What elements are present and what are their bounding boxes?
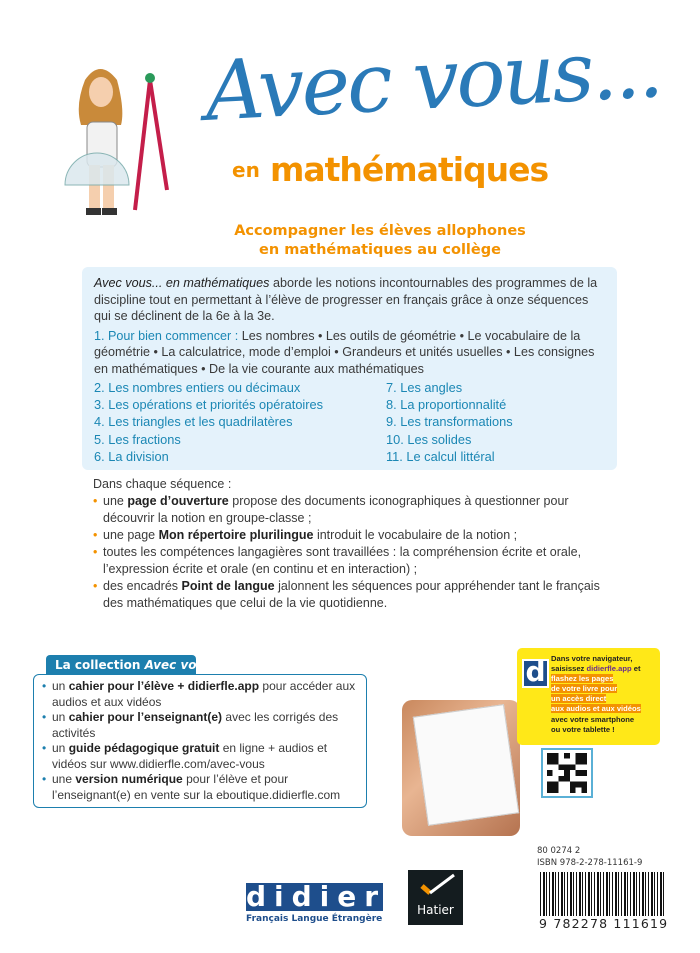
sequence-item: 3. Les opérations et priorités opératoires [94, 396, 324, 412]
subtitle-en: en [232, 158, 260, 182]
highlight-text: un accès direct [551, 694, 607, 704]
subtitle-subject: mathématiques [270, 150, 549, 189]
bold-text: cahier pour l’enseignant(e) [68, 710, 223, 724]
text: jalonnent les séquences pour appréhender tant le français des mathématiques que celui de la vie quotidienne. [103, 579, 600, 610]
checkmark-icon [408, 870, 463, 900]
app-url: didierfle.app [586, 664, 632, 674]
tagline [150, 222, 610, 260]
text: pour l’élève et pour l’enseignant(e) en vente sur la eboutique.didierfle.com [52, 772, 341, 802]
text: saisissez [551, 664, 587, 674]
promo-text: avec votre smartphone [551, 714, 635, 724]
intro-text: aborde les notions incontournables des programmes de la discipline tout en permettant à l’élève de progresser en français grâce à onze séquences qui se déclinent de la 6e à la 3e. [94, 276, 598, 324]
tagline-line: en mathématiques au collège [259, 242, 501, 258]
highlight-text: de votre livre pour [551, 684, 618, 694]
isbn: ISBN 978-2-278-11161-9 [537, 858, 643, 868]
product-code: 80 0274 2 [537, 846, 581, 856]
text: introduit le vocabulaire de la notion ; [313, 528, 518, 542]
collection-item [42, 741, 360, 772]
sequence-item: 10. Les solides [386, 431, 472, 447]
didier-wordmark: didier [246, 880, 387, 913]
highlight-text: flashez les pages [551, 674, 614, 684]
hatier-wordmark: Hatier [417, 903, 454, 917]
collection-item [42, 710, 360, 741]
text: pour accéder aux audios et aux vidéos [52, 679, 356, 709]
bold-text: Point de langue [181, 579, 275, 593]
phone-screen [413, 704, 519, 826]
collection-label: La collection [55, 658, 145, 672]
didier-logo [246, 880, 387, 924]
book-title: Avec vous... [202, 21, 663, 140]
sequence-item: 7. Les angles [386, 379, 463, 395]
phone-photo [402, 700, 520, 836]
qr-code[interactable] [541, 748, 593, 798]
didierfle-app-logo: d [522, 659, 549, 688]
promo-text: ou votre tablette ! [551, 724, 615, 734]
promo-text [551, 664, 658, 674]
feature-item [93, 578, 613, 612]
sequence-list [94, 379, 607, 466]
sequence-item: 4. Les triangles et les quadrilatères [94, 414, 293, 430]
qr-code-icon [546, 753, 588, 793]
promo-text: Dans votre navigateur, [551, 654, 633, 663]
feature-item [93, 544, 613, 578]
text: un [52, 710, 69, 724]
sequence-item: 6. La division [94, 449, 169, 465]
collection-tab [46, 655, 226, 675]
feature-item [93, 493, 613, 527]
sequence-item: 2. Les nombres entiers ou décimaux [94, 379, 301, 395]
collection-item [42, 679, 360, 710]
text: en ligne + audios et vidéos sur www.didierfle.com/avec-vous [52, 741, 328, 771]
text: un [52, 741, 69, 755]
collection-label-italic: Avec vous... [144, 658, 226, 672]
bold-text: version numérique [75, 772, 183, 786]
sequence-item: 5. Les fractions [94, 431, 181, 447]
bold-text: cahier pour l’élève + didierfle.app [68, 679, 260, 693]
didier-tagline: Français Langue Étrangère [246, 914, 383, 924]
tagline-line: Accompagner les élèves allophones [234, 223, 526, 239]
text: une [52, 772, 76, 786]
text: toutes les compétences langagières sont travaillées : la compréhension écrite et orale, l’expression écrite et orale (en continu et en interaction) ; [103, 545, 582, 576]
collection-box [33, 674, 367, 808]
contents-box [82, 267, 617, 470]
text: une page [103, 528, 159, 542]
hatier-logo [408, 870, 463, 925]
text: propose des documents iconographiques à questionner pour découvrir la notion en groupe-classe ; [103, 494, 569, 525]
text: et [631, 664, 641, 674]
highlight-text: aux audios et aux vidéos [551, 704, 641, 714]
sequence-1 [94, 328, 607, 378]
text: des encadrés [103, 579, 182, 593]
girl-with-compass-illustration [55, 60, 180, 225]
each-sequence-section [93, 476, 613, 612]
text: une [103, 494, 128, 508]
bold-text: Mon répertoire plurilingue [158, 528, 314, 542]
collection-item [42, 772, 360, 803]
text: un [52, 679, 69, 693]
text: avec les corrigés des activités [52, 710, 339, 740]
sequence-item: 8. La proportionnalité [386, 396, 507, 412]
sequence-item: 11. Le calcul littéral [386, 449, 495, 465]
feature-item [93, 527, 613, 544]
barcode-digits: 9 782278 111619 [539, 916, 669, 931]
bold-text: page d’ouverture [127, 494, 229, 508]
barcode-info [537, 845, 642, 869]
each-sequence-heading: Dans chaque séquence : [93, 477, 232, 491]
sequence-1-label: 1. Pour bien commencer : [94, 328, 239, 343]
intro-paragraph [94, 275, 607, 325]
intro-title: Avec vous... en mathématiques [94, 276, 270, 290]
sequence-item: 9. Les transformations [386, 414, 513, 430]
bold-text: guide pédagogique gratuit [68, 741, 220, 755]
sequence-1-text: Les nombres • Les outils de géométrie • Le vocabulaire de la géométrie • La calculatrice, mode d’emploi • Grandeurs et unités usuelles • Les consignes en mathématiques • De la vie courante aux mathématiques [94, 328, 595, 376]
